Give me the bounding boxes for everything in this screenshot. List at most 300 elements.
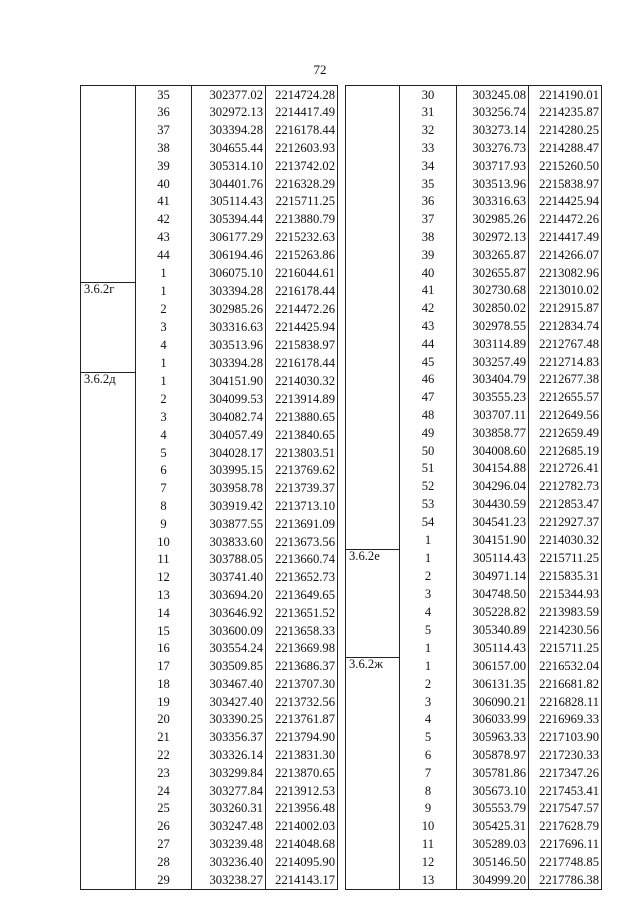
coordinate-x: 305553.79 — [457, 800, 529, 818]
section-label — [81, 658, 136, 676]
table-row — [81, 764, 338, 782]
coordinate-x: 303646.92 — [192, 604, 266, 622]
table-row — [81, 818, 338, 836]
coordinate-x: 302730.68 — [457, 282, 529, 300]
section-label — [81, 551, 136, 569]
coordinate-y: 2214143.17 — [266, 871, 338, 889]
coordinate-x: 303404.79 — [457, 371, 529, 389]
section-label — [81, 246, 136, 264]
coordinate-y: 2213732.56 — [266, 693, 338, 711]
coordinate-x: 303260.31 — [192, 800, 266, 818]
coordinate-y: 2214235.87 — [529, 104, 602, 122]
section-label — [81, 871, 136, 889]
coordinate-y: 2217547.57 — [529, 800, 602, 818]
coordinate-y: 2213673.56 — [266, 533, 338, 551]
point-number: 3 — [136, 408, 192, 426]
point-number: 14 — [136, 604, 192, 622]
table-row — [81, 301, 338, 319]
table-row — [81, 729, 338, 747]
coordinate-x: 303554.24 — [192, 640, 266, 658]
coordinate-x: 303694.20 — [192, 586, 266, 604]
point-number: 11 — [400, 835, 457, 853]
point-number: 54 — [400, 513, 457, 531]
coordinate-y: 2213769.62 — [266, 462, 338, 480]
coordinate-x: 304008.60 — [457, 442, 529, 460]
coordinate-x: 305289.03 — [457, 835, 529, 853]
coordinate-y: 2215232.63 — [266, 228, 338, 246]
section-label — [346, 246, 400, 264]
section-label — [81, 604, 136, 622]
coordinate-x: 305394.44 — [192, 211, 266, 229]
section-label — [346, 835, 400, 853]
table-row — [81, 533, 338, 551]
table-row — [346, 122, 602, 140]
section-label — [346, 122, 400, 140]
table-row — [81, 86, 338, 104]
point-number: 30 — [400, 86, 457, 104]
point-number: 50 — [400, 442, 457, 460]
coordinate-x: 302985.26 — [457, 211, 529, 229]
point-number: 1 — [400, 531, 457, 549]
table-row — [81, 175, 338, 193]
coordinate-y: 2215838.97 — [266, 336, 338, 354]
coordinate-x: 304296.04 — [457, 478, 529, 496]
section-label: 3.6.2д — [81, 372, 136, 390]
section-label — [346, 711, 400, 729]
point-number: 35 — [400, 175, 457, 193]
table-row — [346, 264, 602, 282]
section-label — [346, 371, 400, 389]
coordinate-x: 306177.29 — [192, 228, 266, 246]
section-label — [81, 157, 136, 175]
coordinate-y: 2216178.44 — [266, 282, 338, 300]
point-number: 43 — [400, 317, 457, 335]
coordinate-y: 2215835.31 — [529, 568, 602, 586]
table-row — [81, 622, 338, 640]
coordinate-y: 2216178.44 — [266, 122, 338, 140]
point-number: 6 — [400, 746, 457, 764]
point-number: 1 — [136, 372, 192, 390]
point-number: 5 — [400, 729, 457, 747]
section-label — [346, 139, 400, 157]
coordinate-x: 302850.02 — [457, 300, 529, 318]
section-label — [81, 336, 136, 354]
table-row — [81, 569, 338, 587]
point-number: 2 — [400, 675, 457, 693]
coordinate-y: 2216969.33 — [529, 711, 602, 729]
coordinate-y: 2214095.90 — [266, 853, 338, 871]
coordinate-x: 303833.60 — [192, 533, 266, 551]
point-number: 34 — [400, 157, 457, 175]
point-number: 8 — [136, 497, 192, 515]
coordinate-x: 305146.50 — [457, 853, 529, 871]
coordinate-y: 2213082.96 — [529, 264, 602, 282]
table-row — [346, 104, 602, 122]
point-number: 38 — [400, 228, 457, 246]
point-number: 3 — [400, 693, 457, 711]
table-row — [81, 282, 338, 300]
coordinate-y: 2212659.49 — [529, 424, 602, 442]
coordinate-y: 2217786.38 — [529, 871, 602, 889]
point-number: 17 — [136, 658, 192, 676]
coordinate-y: 2213912.53 — [266, 782, 338, 800]
table-row — [81, 782, 338, 800]
section-label — [81, 729, 136, 747]
section-label — [81, 426, 136, 444]
table-row — [346, 282, 602, 300]
section-label — [81, 818, 136, 836]
point-number: 32 — [400, 122, 457, 140]
coordinate-y: 2213840.65 — [266, 426, 338, 444]
coordinate-x: 306075.10 — [192, 264, 266, 282]
section-label — [346, 729, 400, 747]
section-label — [81, 835, 136, 853]
coordinate-y: 2214417.49 — [266, 104, 338, 122]
coordinate-x: 303555.23 — [457, 389, 529, 407]
coordinate-y: 2213660.74 — [266, 551, 338, 569]
table-row — [81, 246, 338, 264]
coordinate-y: 2213686.37 — [266, 658, 338, 676]
coordinate-x: 303877.55 — [192, 515, 266, 533]
table-row — [81, 139, 338, 157]
table-row — [81, 853, 338, 871]
section-label — [346, 282, 400, 300]
coordinate-x: 306090.21 — [457, 693, 529, 711]
coordinate-y: 2215344.93 — [529, 585, 602, 603]
table-row — [346, 693, 602, 711]
point-number: 42 — [136, 211, 192, 229]
table-row — [346, 389, 602, 407]
section-label — [346, 317, 400, 335]
table-row — [346, 157, 602, 175]
table-row — [346, 657, 602, 675]
coordinate-x: 304655.44 — [192, 139, 266, 157]
coordinate-x: 303741.40 — [192, 569, 266, 587]
table-row — [346, 175, 602, 193]
point-number: 6 — [136, 462, 192, 480]
coordinate-y: 2217628.79 — [529, 818, 602, 836]
point-number: 21 — [136, 729, 192, 747]
point-number: 44 — [136, 246, 192, 264]
point-number: 53 — [400, 495, 457, 513]
point-number: 25 — [136, 800, 192, 818]
table-row — [346, 764, 602, 782]
section-label — [346, 746, 400, 764]
table-row — [81, 675, 338, 693]
point-number: 1 — [136, 264, 192, 282]
point-number: 48 — [400, 406, 457, 424]
point-number: 28 — [136, 853, 192, 871]
section-label — [346, 157, 400, 175]
table-row — [81, 318, 338, 336]
coordinate-y: 2216681.82 — [529, 675, 602, 693]
coordinate-x: 304401.76 — [192, 175, 266, 193]
table-row — [346, 621, 602, 639]
table-row — [81, 551, 338, 569]
table-row — [346, 317, 602, 335]
table-row — [346, 86, 602, 104]
coordinate-y: 2213956.48 — [266, 800, 338, 818]
coordinate-y: 2214472.26 — [529, 211, 602, 229]
section-label — [346, 264, 400, 282]
section-label — [346, 871, 400, 889]
section-label — [81, 782, 136, 800]
coordinate-y: 2212726.41 — [529, 460, 602, 478]
section-label — [346, 353, 400, 371]
coordinate-y: 2214724.28 — [266, 86, 338, 104]
point-number: 46 — [400, 371, 457, 389]
section-label — [346, 800, 400, 818]
section-label: 3.6.2ж — [346, 657, 400, 675]
point-number: 36 — [400, 193, 457, 211]
coordinate-x: 303276.73 — [457, 139, 529, 157]
section-label — [346, 513, 400, 531]
coordinate-y: 2213669.98 — [266, 640, 338, 658]
coordinate-x: 304151.90 — [457, 531, 529, 549]
table-row — [346, 711, 602, 729]
table-row — [81, 426, 338, 444]
table-row — [81, 800, 338, 818]
point-number: 11 — [136, 551, 192, 569]
point-number: 40 — [136, 175, 192, 193]
section-label — [81, 193, 136, 211]
table-row — [346, 800, 602, 818]
coordinate-x: 303236.40 — [192, 853, 266, 871]
point-number: 2 — [136, 301, 192, 319]
table-row — [81, 391, 338, 409]
section-label — [346, 478, 400, 496]
table-row — [346, 549, 602, 567]
coordinate-y: 2215263.86 — [266, 246, 338, 264]
section-label — [81, 515, 136, 533]
section-label — [81, 640, 136, 658]
point-number: 49 — [400, 424, 457, 442]
section-label — [81, 104, 136, 122]
coordinate-x: 305673.10 — [457, 782, 529, 800]
table-row — [346, 424, 602, 442]
section-label — [346, 104, 400, 122]
section-label — [81, 462, 136, 480]
section-label: 3.6.2е — [346, 549, 400, 567]
coordinate-x: 303316.63 — [192, 318, 266, 336]
section-label — [81, 228, 136, 246]
point-number: 36 — [136, 104, 192, 122]
point-number: 12 — [400, 853, 457, 871]
table-row — [81, 157, 338, 175]
coordinate-x: 303245.08 — [457, 86, 529, 104]
table-row — [346, 746, 602, 764]
table-row — [81, 871, 338, 889]
coordinate-y: 2213649.65 — [266, 586, 338, 604]
coordinate-x: 303717.93 — [457, 157, 529, 175]
coordinate-x: 306194.46 — [192, 246, 266, 264]
table-row — [346, 675, 602, 693]
section-label — [81, 693, 136, 711]
section-label — [81, 318, 136, 336]
coordinate-x: 305340.89 — [457, 621, 529, 639]
coordinate-x: 304748.50 — [457, 585, 529, 603]
table-row — [346, 495, 602, 513]
coordinate-x: 303707.11 — [457, 406, 529, 424]
coordinate-x: 303394.28 — [192, 282, 266, 300]
coordinate-x: 303427.40 — [192, 693, 266, 711]
coordinate-y: 2214472.26 — [266, 301, 338, 319]
point-number: 1 — [400, 639, 457, 657]
table-row — [81, 515, 338, 533]
coordinate-y: 2213880.65 — [266, 408, 338, 426]
coordinate-y: 2213794.90 — [266, 729, 338, 747]
coordinate-y: 2212603.93 — [266, 139, 338, 157]
coordinate-x: 303858.77 — [457, 424, 529, 442]
table-row — [81, 228, 338, 246]
section-label — [81, 569, 136, 587]
point-number: 10 — [400, 818, 457, 836]
section-label — [81, 391, 136, 409]
section-label — [346, 818, 400, 836]
section-label — [346, 175, 400, 193]
coordinate-y: 2217347.26 — [529, 764, 602, 782]
point-number: 43 — [136, 228, 192, 246]
point-number: 41 — [400, 282, 457, 300]
section-label — [81, 675, 136, 693]
table-row — [346, 460, 602, 478]
coordinate-y: 2212915.87 — [529, 300, 602, 318]
section-label — [346, 335, 400, 353]
table-row — [81, 211, 338, 229]
coordinate-x: 302972.13 — [192, 104, 266, 122]
coordinate-y: 2215711.25 — [529, 549, 602, 567]
point-number: 3 — [136, 318, 192, 336]
coordinate-x: 303257.49 — [457, 353, 529, 371]
coordinate-x: 303513.96 — [192, 336, 266, 354]
table-row — [81, 693, 338, 711]
table-row — [346, 818, 602, 836]
coordinate-x: 302655.87 — [457, 264, 529, 282]
table-row — [81, 122, 338, 140]
coordinate-y: 2213691.09 — [266, 515, 338, 533]
coordinate-y: 2212853.47 — [529, 495, 602, 513]
coordinate-y: 2212927.37 — [529, 513, 602, 531]
table-row — [81, 604, 338, 622]
point-number: 8 — [400, 782, 457, 800]
section-label — [81, 853, 136, 871]
section-label — [81, 301, 136, 319]
coordinate-y: 2217230.33 — [529, 746, 602, 764]
table-row — [346, 211, 602, 229]
section-label: 3.6.2г — [81, 282, 136, 300]
point-number: 15 — [136, 622, 192, 640]
coordinate-y: 2213870.65 — [266, 764, 338, 782]
section-label — [81, 746, 136, 764]
table-row — [346, 406, 602, 424]
coordinate-y: 2213914.89 — [266, 391, 338, 409]
section-label — [346, 693, 400, 711]
coordinate-x: 303239.48 — [192, 835, 266, 853]
coordinate-x: 302377.02 — [192, 86, 266, 104]
coordinate-y: 2216532.04 — [529, 657, 602, 675]
section-label — [81, 764, 136, 782]
point-number: 12 — [136, 569, 192, 587]
table-row — [81, 444, 338, 462]
coordinate-x: 304082.74 — [192, 408, 266, 426]
point-number: 31 — [400, 104, 457, 122]
point-number: 23 — [136, 764, 192, 782]
coordinate-x: 304057.49 — [192, 426, 266, 444]
point-number: 10 — [136, 533, 192, 551]
table-row — [346, 139, 602, 157]
coordinate-y: 2214030.32 — [529, 531, 602, 549]
table-row — [81, 497, 338, 515]
coordinate-x: 305425.31 — [457, 818, 529, 836]
coordinate-y: 2213983.59 — [529, 603, 602, 621]
coordinate-x: 303265.87 — [457, 246, 529, 264]
table-row — [346, 729, 602, 747]
table-row — [81, 835, 338, 853]
section-label — [346, 406, 400, 424]
coordinate-x: 303513.96 — [457, 175, 529, 193]
coordinate-y: 2217696.11 — [529, 835, 602, 853]
coordinate-y: 2214230.56 — [529, 621, 602, 639]
coordinate-x: 303316.63 — [457, 193, 529, 211]
coordinate-x: 304154.88 — [457, 460, 529, 478]
coordinate-y: 2213831.30 — [266, 746, 338, 764]
coordinate-x: 305114.43 — [192, 193, 266, 211]
coordinate-x: 304999.20 — [457, 871, 529, 889]
coordinate-y: 2213803.51 — [266, 444, 338, 462]
coordinate-x: 306033.99 — [457, 711, 529, 729]
coordinate-x: 304430.59 — [457, 495, 529, 513]
coordinate-x: 303509.85 — [192, 658, 266, 676]
coordinate-y: 2217103.90 — [529, 729, 602, 747]
point-number: 45 — [400, 353, 457, 371]
point-number: 42 — [400, 300, 457, 318]
section-label — [346, 193, 400, 211]
table-row — [81, 746, 338, 764]
coordinate-x: 305228.82 — [457, 603, 529, 621]
point-number: 19 — [136, 693, 192, 711]
point-number: 44 — [400, 335, 457, 353]
point-number: 1 — [400, 657, 457, 675]
section-label — [346, 639, 400, 657]
point-number: 37 — [136, 122, 192, 140]
coordinate-x: 304151.90 — [192, 372, 266, 390]
coordinate-x: 305781.86 — [457, 764, 529, 782]
section-label — [81, 622, 136, 640]
coordinate-y: 2214425.94 — [266, 318, 338, 336]
point-number: 16 — [136, 640, 192, 658]
point-number: 18 — [136, 675, 192, 693]
coordinate-x: 304099.53 — [192, 391, 266, 409]
coordinate-y: 2212685.19 — [529, 442, 602, 460]
section-label — [346, 621, 400, 639]
coordinate-y: 2214266.07 — [529, 246, 602, 264]
coordinate-y: 2213739.37 — [266, 480, 338, 498]
point-number: 20 — [136, 711, 192, 729]
coordinate-x: 303958.78 — [192, 480, 266, 498]
coordinate-y: 2213658.33 — [266, 622, 338, 640]
coordinate-x: 303299.84 — [192, 764, 266, 782]
table-row — [81, 104, 338, 122]
table-row — [346, 531, 602, 549]
coordinate-y: 2213010.02 — [529, 282, 602, 300]
point-number: 13 — [136, 586, 192, 604]
section-label — [81, 122, 136, 140]
table-row — [346, 353, 602, 371]
coordinate-y: 2213713.10 — [266, 497, 338, 515]
point-number: 24 — [136, 782, 192, 800]
section-label — [346, 853, 400, 871]
section-label — [81, 408, 136, 426]
